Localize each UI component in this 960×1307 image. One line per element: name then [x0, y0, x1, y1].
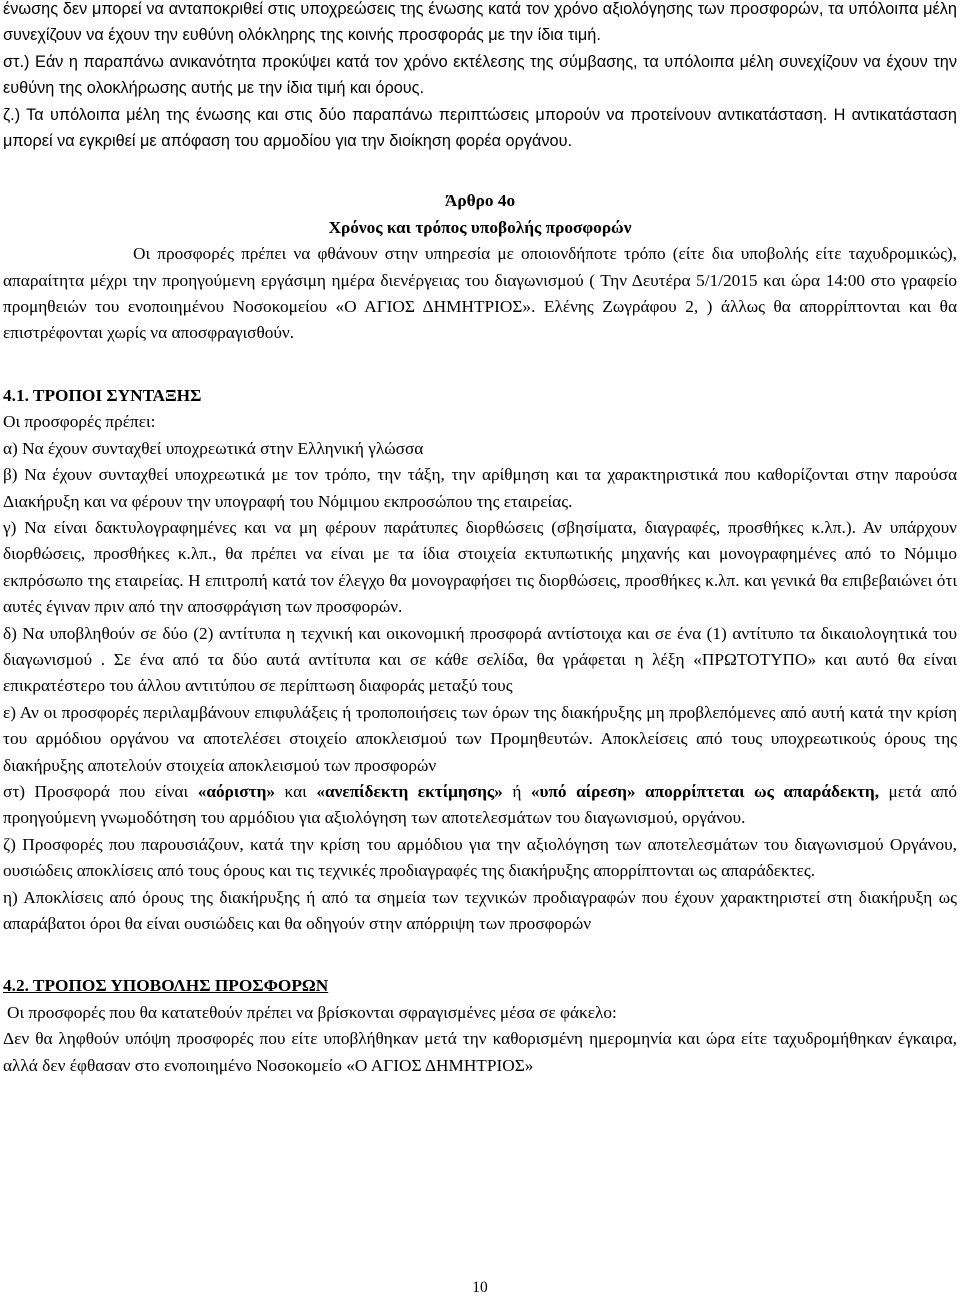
- spacer: [3, 154, 957, 180]
- paragraph-st: στ.) Εάν η παραπάνω ανικανότητα προκύψει κατά τον χρόνο εκτέλεσης της σύμβασης, τα υπόλοιπα μέλη συνεχίζουν να έχουν την ευθύνη της ολοκλήρωσης αυτής με την ίδια τιμή και όρους.: [3, 52, 957, 98]
- paragraph-z: ζ.) Τα υπόλοιπα μέλη της ένωσης και στις δύο παραπάνω περιπτώσεις μπορούν να προτείνουν αντικατάσταση. Η αντικατάσταση μπορεί να εγκριθεί με απόφαση του αρμοδίου για την διοίκηση φορέα οργάνου.: [3, 105, 957, 151]
- requirement-c: γ) Να είναι δακτυλογραφημένες και να μη φέρουν παράτυπες διορθώσεις (σβησίματα, διαγραφές, προσθήκες κ.λπ.). Αν υπάρχουν διορθώσεις, προσθήκες κ.λπ., θα πρέπει να είναι με τα ίδια στοιχεία εκτυπωτικής μηχανής και μονογραφημένες από το Νόμιμο εκπρόσωπο της εταιρείας. Η επιτροπή κατά τον έλεγχο θα μονογραφήσει τις διορθώσεις, προσθήκες κ.λπ. και γενικά θα επιβεβαιώνει ότι αυτές έγιναν πριν από την αποσφράγιση των προσφορών.: [3, 517, 957, 617]
- section-4-2-line2: Δεν θα ληφθούν υπόψη προσφορές που είτε υποβλήθηκαν μετά την καθορισμένη ημερομηνία και ώρα είτε ταχυδρομήθηκαν έγκαιρα, αλλά δεν έφθασαν στο ενοποιημένο Νοσοκομείο «Ο ΑΓΙΟΣ ΔΗΜΗΤΡΙΟΣ»: [3, 1029, 957, 1075]
- page-number: 10: [472, 1278, 488, 1296]
- requirement-z: ζ) Προσφορές που παρουσιάζουν, κατά την κρίση του αρμόδιου για την αξιολόγηση των αποτελεσμάτων του διαγωνισμού Οργάνου, ουσιώδεις αποκλίσεις από τους όρους και τις τεχνικές προδιαγραφές της διακήρυξης απορρίπτονται ως απαράδεκτες.: [3, 834, 957, 881]
- spacer: [3, 373, 957, 383]
- spacer: [3, 937, 957, 963]
- paragraph-z-label: ζ.: [3, 105, 15, 124]
- section-4-1: [3, 383, 957, 938]
- section-4-2-line1: Οι προσφορές που θα κατατεθούν πρέπει να βρίσκονται σφραγισμένες μέσα σε φάκελο:: [7, 1002, 617, 1022]
- requirement-st: στ) Προσφορά που είναι «αόριστη» και «ανεπίδεκτη εκτίμησης» ή «υπό αίρεση» απορρίπτεται ως απαράδεκτη, μετά από προηγούμενη γνωμοδότηση του αρμόδιου για αξιολόγηση των αποτελεσμάτων του διαγωνισμού, οργάνου.: [3, 781, 957, 828]
- spacer: [3, 963, 957, 973]
- intro-block: [3, 0, 957, 154]
- section-4-2-heading: 4.2. ΤΡΟΠΟΣ ΥΠΟΒΟΛΗΣ ΠΡΟΣΦΟΡΩΝ: [3, 976, 329, 996]
- paragraph-st-label: στ.: [3, 52, 25, 71]
- requirement-d: δ) Να υποβληθούν σε δύο (2) αντίτυπα η τεχνική και οικονομική προσφορά αντίστοιχα και σε ένα (1) αντίτυπο τα δικαιολογητικά του διαγωνισμού . Σε ένα από τα δύο αυτά αντίτυπα και σε κάθε σελίδα, θα γράφεται η λέξη «ΠΡΩΤΟΤΥΠΟ» και αυτό θα είναι επικρατέστερο του άλλου αντιτύπου σε περίπτωση διαφοράς μεταξύ τους: [3, 623, 957, 696]
- term-not-assessable: «ανεπίδεκτη εκτίμησης»: [316, 781, 503, 801]
- requirement-e: ε) Αν οι προσφορές περιλαμβάνουν επιφυλάξεις ή τροποποιήσεις των όρων της διακήρυξης μη προβλεπόμενες από αυτή κατά την κρίση του αρμόδιου οργάνου να αποτελέσει στοιχείο αποκλεισμού των Προμηθευτών. Αποκλείσεις από τους υποχρεωτικούς όρους της διακήρυξης αποτελούν στοιχεία αποκλεισμού των προσφορών: [3, 702, 957, 775]
- term-conditional-rejected: «υπό αίρεση» απορρίπτεται ως απαράδεκτη,: [530, 781, 880, 801]
- spacer: [3, 347, 957, 373]
- requirement-a: α) Να έχουν συνταχθεί υποχρεωτικά στην Ελληνική γλώσσα: [3, 438, 424, 458]
- requirement-b: β) Να έχουν συνταχθεί υποχρεωτικά με τον τρόπο, την τάξη, την αρίθμηση και τα χαρακτηριστικά που καθορίζονται στην παρούσα Διακήρυξη και να φέρουν την υπογραφή του Νόμιμου εκπροσώπου της εταιρείας.: [3, 465, 957, 511]
- section-4-2: [3, 973, 957, 1079]
- requirement-h: η) Αποκλίσεις από όρους της διακήρυξης ή από τα σημεία των τεχνικών προδιαγραφών που έχουν χαρακτηριστεί στη διακήρυξη ως απαράβατοι όροι θα είναι ουσιώδεις και θα οδηγούν στην απόρριψη των προσφορών: [3, 887, 957, 933]
- article-body: Οι προσφορές πρέπει να φθάνουν στην υπηρεσία με οποιονδήποτε τρόπο (είτε δια υποβολής είτε ταχυδρομικώς), απαραίτητα μέχρι την προηγούμενη εργάσιμη ημέρα διενέργειας του διαγωνισμού ( Την Δευτέρα 5/1/2015 και ώρα 14:00 στο γραφείο προμηθειών του ενοποιημένου Νοσοκομείου «Ο ΑΓΙΟΣ ΔΗΜΗΤΡΙΟΣ». Ελένης Ζωγράφου 2, ) άλλως θα απορρίπτονται και θα επιστρέφονται χωρίς να αποσφραγισθούν.: [3, 244, 957, 343]
- article-subtitle: Χρόνος και τρόπος υποβολής προσφορών: [328, 217, 632, 237]
- paragraph-union-continuation: ένωσης δεν μπορεί να ανταποκριθεί στις υποχρεώσεις της ένωσης κατά τον χρόνο αξιολόγησης των προσφορών, τα υπόλοιπα μέλη συνεχίζουν να έχουν την ευθύνη ολόκληρης της κοινής προσφοράς με την ίδια τιμή.: [3, 0, 957, 45]
- section-4-1-heading: 4.1. ΤΡΟΠΟΙ ΣΥΝΤΑΞΗΣ: [3, 385, 202, 405]
- article-title: Άρθρο 4ο: [444, 191, 516, 211]
- section-4-1-intro: Οι προσφορές πρέπει:: [3, 412, 156, 432]
- term-vague: «αόριστη»: [197, 781, 276, 801]
